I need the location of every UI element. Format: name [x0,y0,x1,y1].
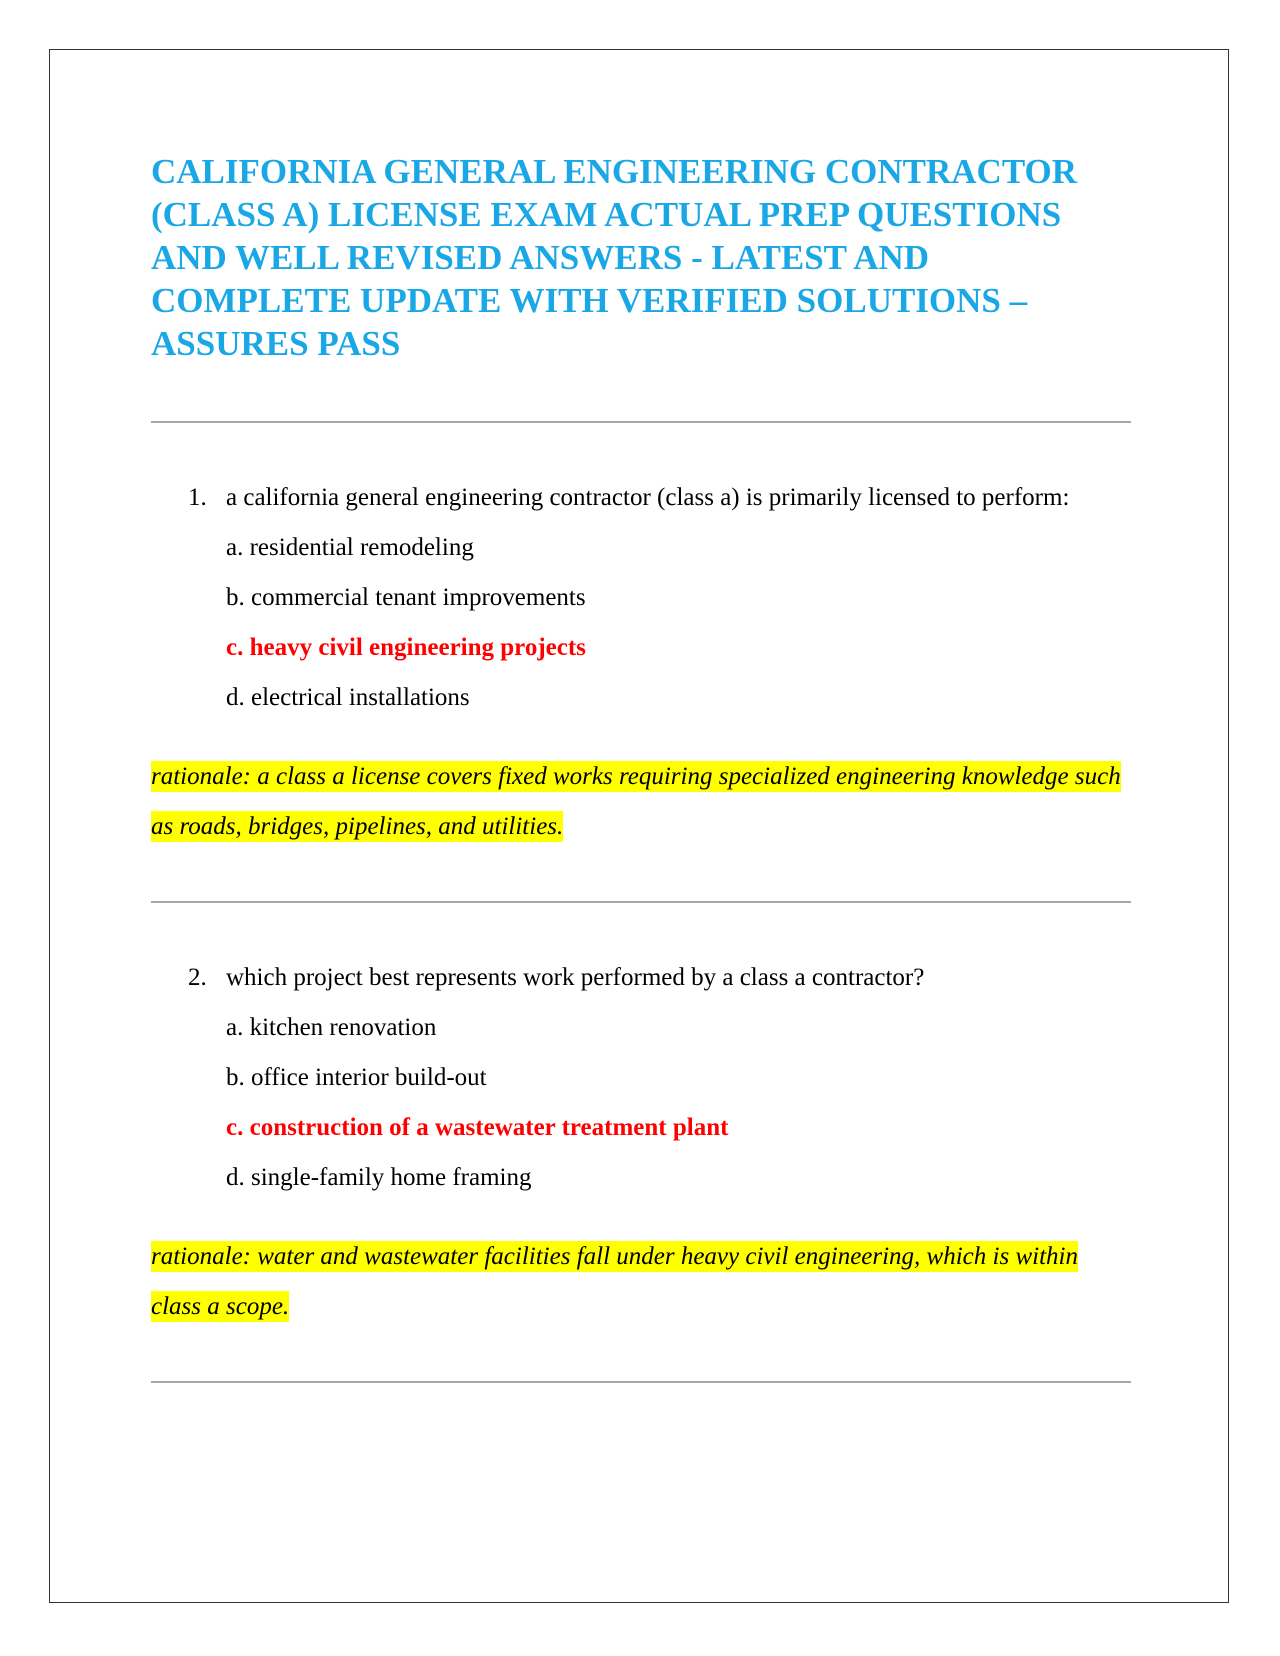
question-stem [188,953,1131,1003]
answer-option-a: a. residential remodeling [226,534,474,561]
section-divider [151,901,1131,903]
rationale-text: rationale: water and wastewater facilities fall under heavy civil engineering, which is within class a scope. [151,1243,1078,1320]
document-content [151,150,1131,1383]
rationale-1 [151,752,1131,852]
answer-option-b: b. commercial tenant improvements [226,584,586,611]
answer-option-d: d. electrical installations [226,684,470,711]
correct-answer-option-c: c. heavy civil engineering projects [226,634,586,661]
answer-option-d: d. single-family home framing [226,1164,532,1191]
rationale-text: rationale: a class a license covers fixed works requiring specialized engineering knowledge such as roads, bridges, pipelines, and utilities. [151,763,1121,840]
question-stem [188,473,1131,523]
section-divider [151,421,1131,423]
question-1 [151,473,1131,723]
document-title: CALIFORNIA GENERAL ENGINEERING CONTRACTOR (CLASS A) LICENSE EXAM ACTUAL PREP QUESTIONS AND WELL REVISED ANSWERS - LATEST AND COMPLETE UPDATE WITH VERIFIED SOLUTIONS – ASSURES PASS [151,152,1078,363]
question-text: which project best represents work performed by a class a contractor? [226,964,925,991]
question-number: 2. [188,964,207,991]
correct-answer-option-c: c. construction of a wastewater treatment plant [226,1114,729,1141]
question-2 [151,953,1131,1203]
question-text: a california general engineering contractor (class a) is primarily licensed to perform: [226,484,1070,511]
answer-option-a: a. kitchen renovation [226,1014,437,1041]
answer-option-b: b. office interior build-out [226,1064,487,1091]
rationale-2 [151,1232,1131,1332]
section-divider [151,1381,1131,1383]
question-number: 1. [188,484,207,511]
